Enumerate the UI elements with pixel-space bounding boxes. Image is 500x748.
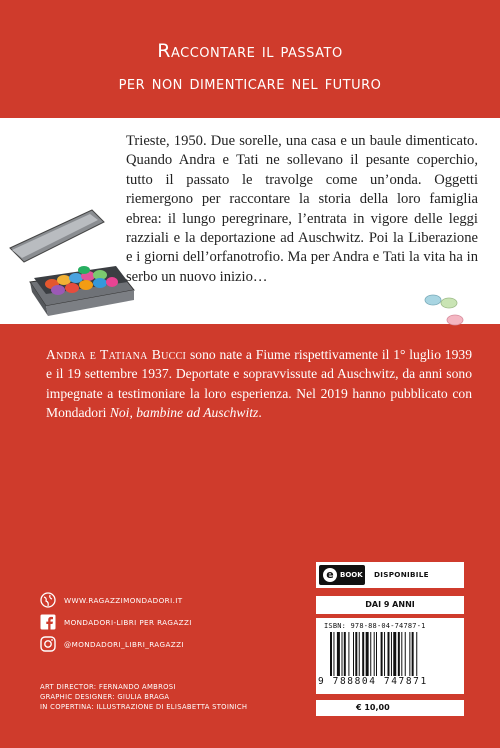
author-bio: [46, 345, 472, 423]
facebook-icon: [40, 614, 56, 630]
tin-box-illustration: [0, 190, 140, 320]
price-box: [316, 700, 464, 716]
ebook-badge: [319, 565, 365, 585]
barcode-box: [316, 618, 464, 694]
credits: [40, 682, 247, 712]
art-director-credit: ART DIRECTOR: FERNANDO AMBROSI: [40, 683, 176, 691]
isbn-text: ISBN: 978-88-04-74787-1: [324, 622, 426, 630]
website-link[interactable]: [40, 590, 192, 610]
barcode-icon: [330, 632, 450, 676]
instagram-text: @MONDADORI_LIBRI_RAGAZZI: [64, 639, 184, 649]
graphic-designer-credit: GRAPHIC DESIGNER: GIULIA BRAGA: [40, 693, 170, 701]
ebook-e-icon: e: [323, 568, 337, 582]
author-book-title: Noi, bambine ad Auschwitz: [109, 405, 259, 421]
globe-icon: [40, 592, 56, 608]
website-text: WWW.RAGAZZIMONDADORI.IT: [64, 595, 183, 605]
facebook-link[interactable]: [40, 612, 192, 632]
author-bio-text: sono nate a Fiume rispettivamente il 1° luglio 1939 e il 19 settembre 1937. Deportate e sopravvissute ad Auschwitz, da anni sono impegnate a testimoniare la loro esperienza. Nel 2019 hanno pubblicato con Mondadori: [46, 347, 472, 421]
headline-line-1: Raccontare il passato: [157, 40, 343, 62]
instagram-link[interactable]: [40, 634, 192, 654]
author-bio-end: .: [258, 405, 262, 421]
ebook-badge-label: BOOK: [340, 571, 363, 579]
author-names: Andra e Tatiana Bucci: [46, 347, 187, 362]
headline-line-2: per non dimenticare nel futuro: [118, 72, 382, 94]
price-text: € 10,00: [356, 703, 390, 712]
synopsis-paragraph: Trieste, 1950. Due sorelle, una casa e un baule dimenticato. Quando Andra e Tati ne sollevano il pesante coperchio, tutto il passato le travolge come un’onda. Oggetti riemergono per raccontare la storia della loro famiglia ebrea: il lungo peregrinare, l’entrata in vigore delle leggi razziali e la deportazione ad Auschwitz. Poi la Liberazione e i giorni dell’orfanotrofio. Ma per Andra e Tati la vita ha in serbo un nuovo inizio…: [126, 133, 478, 285]
age-label: DAI 9 ANNI: [316, 596, 464, 614]
cover-credit: IN COPERTINA: ILLUSTRAZIONE DI ELISABETTA STOINICH: [40, 703, 248, 711]
synopsis-text: [126, 132, 478, 287]
facebook-text: MONDADORI-LIBRI PER RAGAZZI: [64, 617, 192, 627]
instagram-icon: [40, 636, 56, 652]
ebook-badge-box: [316, 562, 464, 588]
social-links: [40, 590, 192, 656]
barcode-number: 9 788804 747871: [318, 676, 428, 687]
ebook-status: DISPONIBILE: [374, 570, 429, 579]
candies-illustration: [415, 285, 475, 335]
